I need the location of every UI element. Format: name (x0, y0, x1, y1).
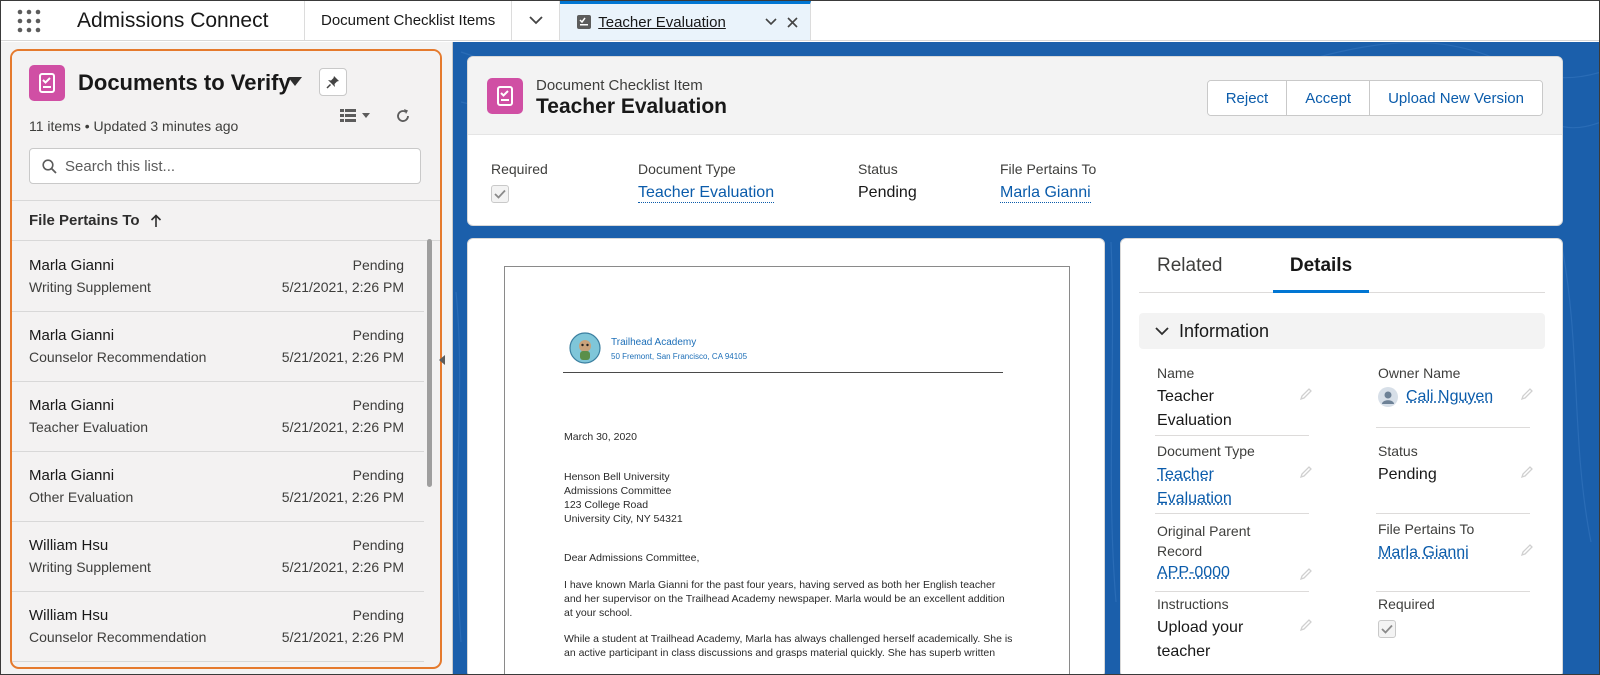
display-as-button[interactable] (340, 109, 371, 123)
list-item[interactable] (12, 242, 424, 312)
app-name: Admissions Connect (57, 1, 305, 40)
list-view-panel (1, 42, 453, 674)
recipient-line: 123 College Road (564, 499, 649, 511)
recipient-line: Admissions Committee (564, 485, 672, 497)
document-preview-panel[interactable] (467, 238, 1105, 675)
chevron-down-icon (529, 16, 543, 25)
list-item-status: Pending (352, 537, 404, 553)
highlight-label: Document Type (638, 161, 736, 177)
document-type-link[interactable]: Teacher Evaluation (638, 184, 775, 201)
highlight-file-pertains-to (1000, 161, 1096, 202)
checkmark-icon (494, 189, 506, 199)
highlight-label: Status (858, 161, 898, 177)
list-item-document: Teacher Evaluation (29, 419, 149, 435)
pin-icon (326, 75, 340, 89)
field-value: Pending (1378, 466, 1437, 483)
field-file-pertains-to (1378, 521, 1532, 565)
field-divider (1155, 591, 1309, 592)
field-divider (1376, 427, 1530, 428)
field-label: Instructions (1157, 596, 1229, 612)
list-item-document: Other Evaluation (29, 489, 134, 505)
caret-down-icon (361, 113, 371, 119)
refresh-icon (395, 108, 411, 124)
section-title: Information (1179, 320, 1270, 341)
letter-line: at your school. (564, 607, 633, 619)
field-divider (1376, 591, 1530, 592)
field-value: Upload your teacher (1157, 619, 1244, 660)
accept-button[interactable]: Accept (1287, 81, 1370, 115)
document-checklist-object-icon (487, 78, 523, 114)
letterhead-address: 50 Fremont, San Francisco, CA 94105 (611, 352, 748, 361)
list-view-switcher[interactable] (288, 74, 302, 92)
record-actions (1207, 80, 1543, 116)
list-scrollbar[interactable] (426, 239, 434, 489)
sort-ascending-icon (150, 214, 162, 228)
highlight-required (491, 161, 548, 203)
list-item-status: Pending (352, 467, 404, 483)
list-item-date: 5/21/2021, 2:26 PM (281, 489, 404, 505)
list-item[interactable] (12, 312, 424, 382)
list-item-date: 5/21/2021, 2:26 PM (281, 419, 404, 435)
list-item[interactable] (12, 452, 424, 522)
document-checklist-object-icon (29, 65, 65, 101)
caret-down-icon (288, 77, 302, 87)
scrollbar-thumb[interactable] (427, 239, 432, 487)
parent-record-link[interactable]: APP-0000 (1157, 564, 1230, 581)
search-icon (42, 159, 57, 174)
workspace-tab-teacher-evaluation[interactable] (560, 1, 811, 40)
letter-line: and her supervisor on the Trailhead Academy newspaper. Marla would be an excellent addition (564, 593, 1005, 605)
chevron-down-icon (1155, 327, 1169, 336)
list-item-status: Pending (352, 607, 404, 623)
workspace-tab-label: Teacher Evaluation (598, 13, 726, 31)
field-name (1157, 365, 1311, 433)
list-item-name: Marla Gianni (29, 397, 115, 414)
field-required (1378, 596, 1532, 638)
list-header (12, 51, 440, 201)
app-launcher-button[interactable] (1, 1, 57, 40)
highlight-label: File Pertains To (1000, 161, 1097, 177)
tab-related[interactable]: Related (1157, 254, 1223, 276)
edit-pencil-icon[interactable] (1299, 618, 1313, 632)
global-nav (1, 1, 1599, 41)
list-item-status: Pending (352, 327, 404, 343)
chevron-down-icon (765, 18, 777, 26)
collapse-panel-button[interactable] (439, 352, 446, 370)
required-checkbox (1378, 620, 1396, 638)
letterhead-org: Trailhead Academy (611, 337, 697, 348)
sort-column-header[interactable] (12, 201, 440, 241)
list-item-date: 5/21/2021, 2:26 PM (281, 279, 404, 295)
field-value: Teacher Evaluation (1157, 388, 1232, 429)
recipient-line: Henson Bell University (564, 471, 670, 483)
list-search-input[interactable] (65, 158, 395, 175)
owner-link[interactable]: Cali Nguyen (1406, 388, 1494, 405)
highlight-label: Required (491, 161, 548, 177)
list-item-status: Pending (352, 257, 404, 273)
refresh-button[interactable] (395, 108, 411, 129)
letter-line: an active participant in class discussions and grasps material quickly. She has superb written (564, 647, 996, 659)
field-divider (1376, 513, 1530, 514)
field-label: Document Type (1157, 443, 1255, 459)
user-avatar (1378, 387, 1398, 407)
record-details-panel (1120, 238, 1563, 675)
recipient-line: University City, NY 54321 (564, 513, 683, 525)
field-label: Owner Name (1378, 365, 1461, 381)
field-label: Status (1378, 443, 1418, 459)
edit-pencil-icon[interactable] (1299, 387, 1313, 401)
field-original-parent-record (1157, 521, 1311, 585)
list-item[interactable] (12, 522, 424, 592)
edit-pencil-icon[interactable] (1299, 567, 1313, 581)
field-document-type (1157, 443, 1311, 511)
document-page (504, 266, 1070, 675)
list-item-status: Pending (352, 397, 404, 413)
record-tabs (1139, 239, 1545, 293)
record-header (468, 57, 1562, 135)
letter-salutation: Dear Admissions Committee, (564, 552, 700, 564)
edit-pencil-icon[interactable] (1299, 465, 1313, 479)
field-label: Original Parent Record (1157, 523, 1251, 559)
reject-button[interactable]: Reject (1208, 81, 1288, 115)
record-title: Teacher Evaluation (536, 95, 728, 118)
list-item-date: 5/21/2021, 2:26 PM (281, 559, 404, 575)
list-search-field[interactable] (29, 148, 421, 184)
table-view-icon (340, 109, 356, 123)
nav-menu-button[interactable] (512, 1, 560, 40)
close-tab-button[interactable] (787, 17, 798, 28)
field-label: Name (1157, 365, 1195, 381)
list-item-name: William Hsu (29, 537, 109, 554)
list-view-card (10, 49, 442, 669)
list-item-document: Writing Supplement (29, 279, 151, 295)
tab-menu-button[interactable] (765, 18, 777, 26)
highlight-status (858, 161, 917, 202)
list-item[interactable] (12, 592, 424, 662)
letterhead-rule (563, 372, 1003, 373)
edit-pencil-icon[interactable] (1520, 543, 1534, 557)
letter-line: While a student at Trailhead Academy, Marla has always challenged herself academically. She is (564, 633, 1013, 645)
information-section-toggle[interactable] (1139, 313, 1545, 349)
letter-date: March 30, 2020 (564, 431, 637, 443)
field-divider (1155, 435, 1309, 436)
pin-list-button[interactable] (319, 68, 347, 96)
field-label: Required (1378, 596, 1435, 612)
tab-details[interactable]: Details (1273, 239, 1369, 292)
record-list (12, 242, 424, 662)
nav-item-document-checklist-items[interactable]: Document Checklist Items (305, 1, 512, 40)
caret-left-icon (439, 355, 446, 365)
list-item-name: Marla Gianni (29, 257, 115, 274)
highlight-document-type (638, 161, 774, 202)
waffle-icon (17, 9, 41, 33)
letter-line: I have known Marla Gianni for the past four years, having served as both her English teacher (564, 579, 996, 591)
upload-new-version-button[interactable]: Upload New Version (1370, 81, 1542, 115)
field-status (1378, 443, 1532, 487)
file-pertains-to-link[interactable]: Marla Gianni (1000, 184, 1091, 201)
edit-pencil-icon[interactable] (1520, 465, 1534, 479)
field-divider (1155, 513, 1309, 514)
trailhead-academy-logo (569, 332, 601, 364)
field-owner-name (1378, 365, 1532, 409)
list-item[interactable] (12, 382, 424, 452)
close-icon (787, 17, 798, 28)
list-item-document: Writing Supplement (29, 559, 151, 575)
edit-pencil-icon[interactable] (1520, 387, 1534, 401)
list-item-date: 5/21/2021, 2:26 PM (281, 629, 404, 645)
status-value: Pending (858, 184, 917, 201)
required-checkbox (491, 185, 509, 203)
list-item-name: Marla Gianni (29, 467, 115, 484)
list-item-document: Counselor Recommendation (29, 349, 207, 365)
field-label: File Pertains To (1378, 521, 1475, 537)
list-meta-text: 11 items • Updated 3 minutes ago (29, 118, 239, 134)
column-header-label: File Pertains To (29, 212, 140, 229)
list-item-document: Counselor Recommendation (29, 629, 207, 645)
checkmark-icon (1381, 624, 1393, 634)
list-item-name: William Hsu (29, 607, 109, 624)
record-highlights-panel (467, 56, 1563, 226)
workspace (1, 42, 1599, 674)
field-instructions (1157, 596, 1311, 664)
document-type-link[interactable]: Teacher Evaluation (1157, 466, 1232, 507)
list-view-title: Documents to Verify (78, 70, 291, 95)
list-item-date: 5/21/2021, 2:26 PM (281, 349, 404, 365)
record-object-label: Document Checklist Item (536, 77, 703, 94)
file-pertains-to-link[interactable]: Marla Gianni (1378, 544, 1469, 561)
checklist-icon (576, 14, 592, 30)
list-item-name: Marla Gianni (29, 327, 115, 344)
